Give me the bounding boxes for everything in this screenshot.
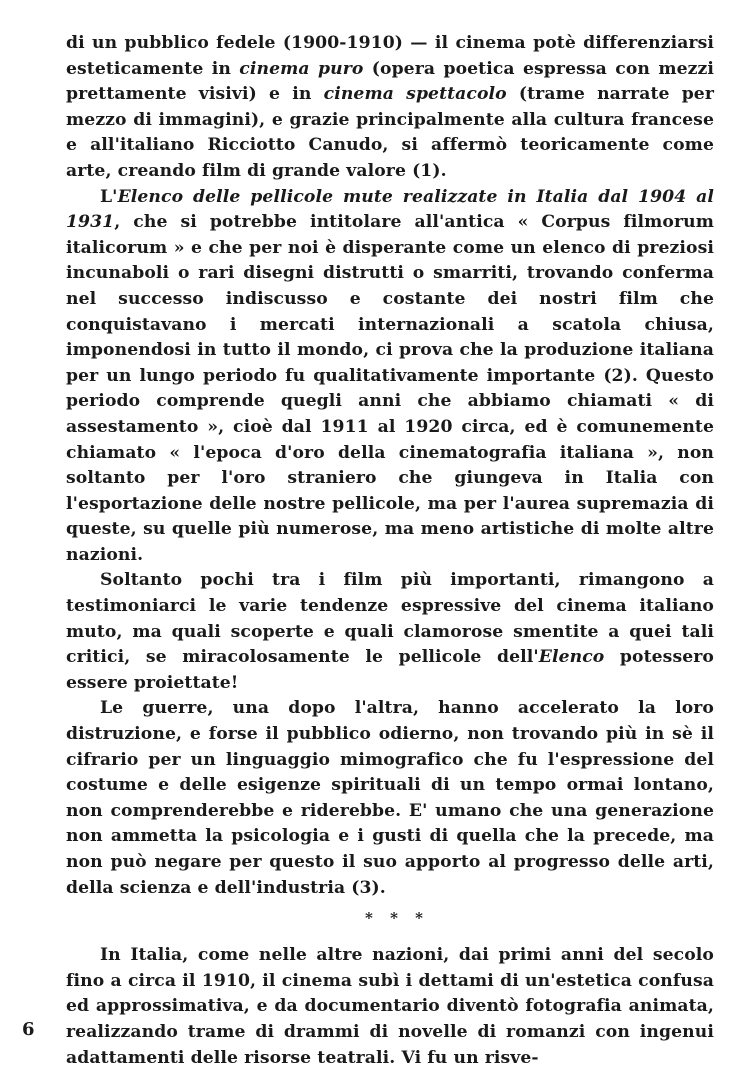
page-number: 6 <box>22 1019 35 1040</box>
paragraph-2 <box>66 185 714 569</box>
italic-run: Elenco delle pellicole mute realizzate in Italia dal 1904 al 1931 <box>66 186 714 233</box>
paragraph-3 <box>66 568 714 696</box>
italic-run: Elenco <box>538 647 605 668</box>
paragraph-4 <box>66 696 714 901</box>
italic-run: cinema spettacolo <box>323 84 507 105</box>
text-run: (opera poetica espressa con mezzi prettamente visivi) e in <box>66 58 714 105</box>
text-run: di un pubblico fedele (1900-1910) — il cinema potè differenziarsi esteticamente in <box>66 33 714 79</box>
page-body <box>66 31 714 1071</box>
section-separator: * * * <box>365 909 429 928</box>
text-run: Le guerre, una dopo l'altra, hanno accelerato la loro distruzione, e forse il pubblico odierno, non trovando più in sè il cifrario per un linguaggio mimografico che fu l'espressione del costume e delle esigenze spirituali di un tempo ormai lontano, non comprenderebbe e riderebbe. E' umano che una generazione non ammetta la psicologia e i gusti di quella che la precede, ma non può negare per questo il suo apporto al progresso delle arti, della scienza e dell'industria (3). <box>66 698 714 898</box>
text-run: L' <box>100 186 118 207</box>
text-run: , che si potrebbe intitolare all'antica « Corpus filmorum italicorum » e che per noi è disperante come un elenco di preziosi incunaboli o rari disegni distrutti o smarriti, trovando conferma nel successo indiscusso e costante dei nostri film che conquistavano i mercati internazionali a scatola chiusa, imponendosi in tutto il mondo, ci prova che la produzione italiana per un lungo periodo fu qualitativamente importante (2). Questo periodo comprende quegli anni che abbiamo chiamati « di assestamento », cioè dal 1911 al 1920 circa, ed è comunemente chiamato « l'epoca d'oro della cinematografia italiana », non soltanto per l'oro straniero che giungeva in Italia con l'esportazione delle nostre pellicole, ma per l'aurea supremazia di queste, su quelle più numerose, ma meno artistiche di molte altre nazioni. <box>66 212 714 565</box>
text-run: Soltanto pochi tra i film più importanti, rimangono a testimoniarci le varie tendenze espressive del cinema italiano muto, ma quali scoperte e quali clamorose smentite a quei tali critici, se miracolosamente le pellicole dell' <box>66 570 714 668</box>
paragraph-5 <box>66 943 714 1071</box>
paragraph-1 <box>66 31 714 185</box>
text-run: (trame narrate per mezzo di immagini), e grazie principalmente alla cultura francese e all'italiano Ricciotto Canudo, si affermò teoricamente come arte, creando film di grande valore (1). <box>66 84 715 181</box>
text-run: potessero essere proiettate! <box>66 647 714 693</box>
text-run: In Italia, come nelle altre nazioni, dai primi anni del secolo fino a circa il 1910, il cinema subì i dettami di un'estetica confusa ed approssimativa, e da documentario diventò fotografia animata, realizzando trame di drammi di novelle di romanzi con ingenui adattamenti delle risorse teatrali. Vi fu un risve- <box>66 945 714 1068</box>
italic-run: cinema puro <box>239 58 364 79</box>
